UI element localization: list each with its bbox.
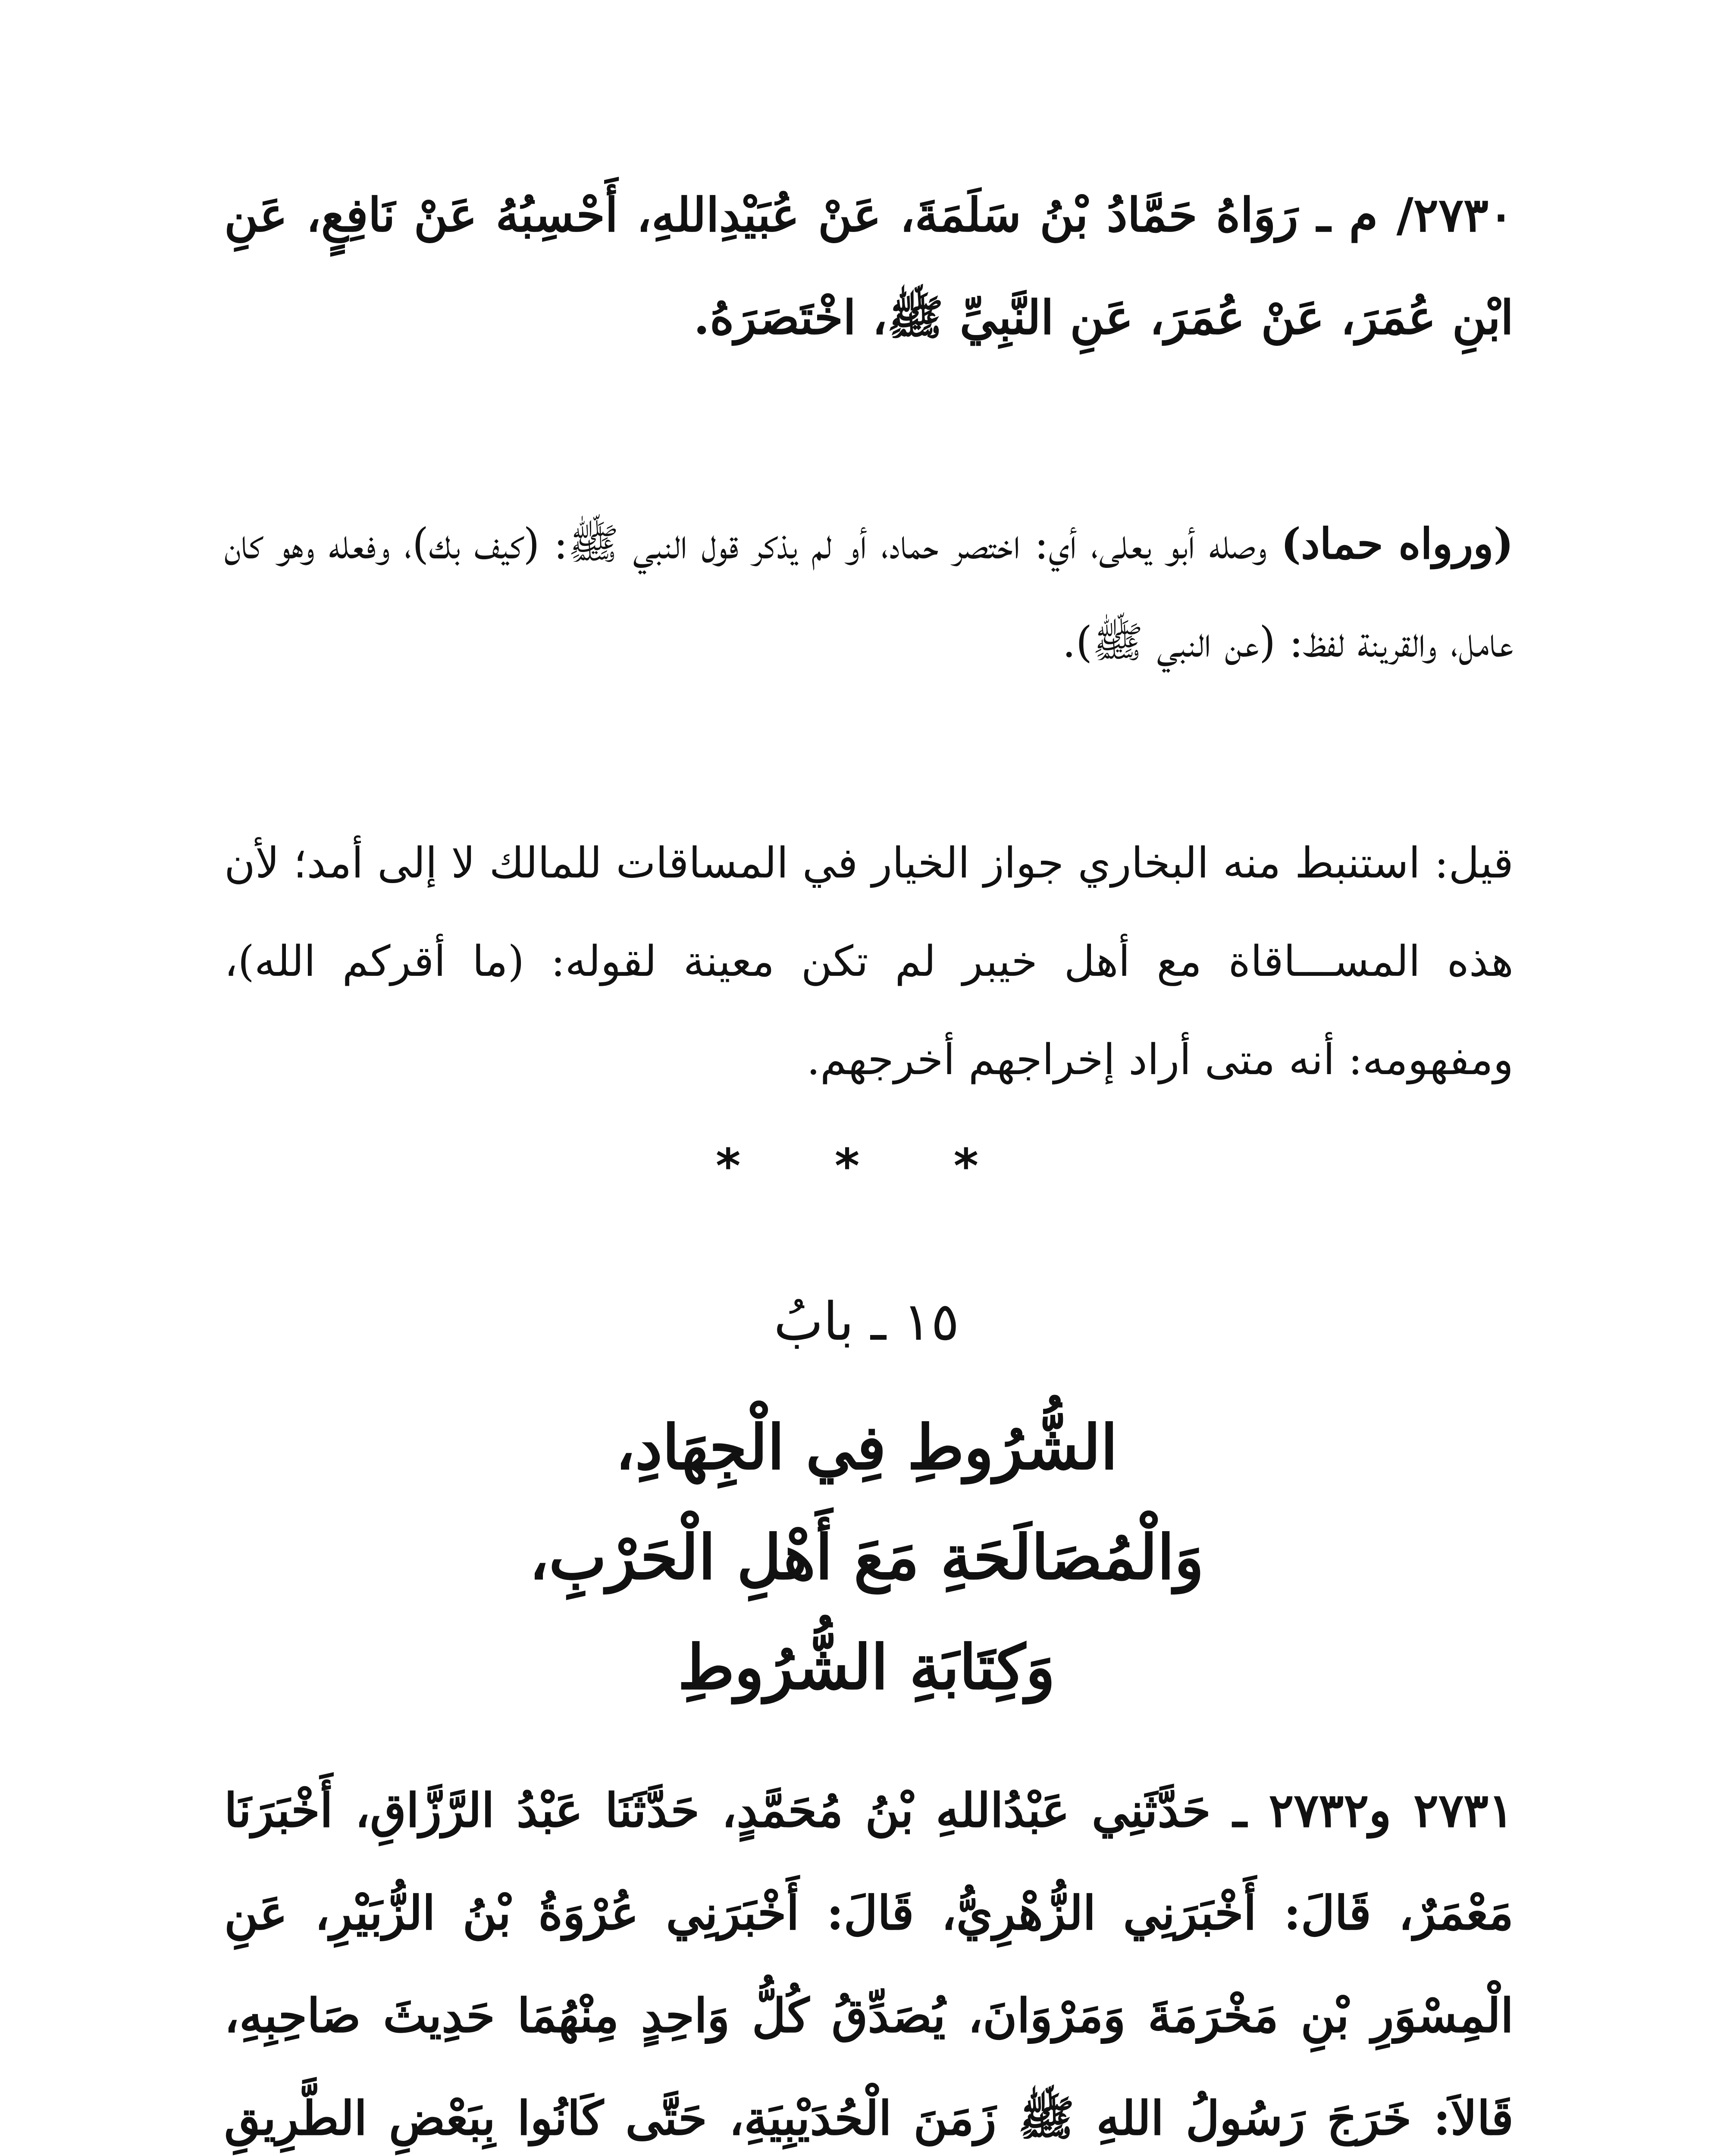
- commentary-2: [224, 772, 1514, 1151]
- hadith-2731-paragraph: [224, 1759, 1514, 2156]
- hadith-2730: [224, 164, 1514, 369]
- hadith-number: ٢٧٣٠/ م: [1349, 188, 1514, 242]
- commentary-2-paragraph: [224, 814, 1514, 1109]
- chapter-title-line: وَكِتَابَةِ الشُّرُوطِ: [677, 1632, 1056, 1703]
- hadith-2731: [224, 1759, 1514, 2156]
- chapter-title-line: الشُّرُوطِ فِي الْجِهَادِ،: [615, 1412, 1118, 1483]
- hadith-number: ٢٧٣١ و٢٧٣٢: [1269, 1783, 1514, 1838]
- chapter-number: ١٥ ـ بابُ: [774, 1291, 959, 1352]
- commentary-1: [224, 453, 1514, 734]
- hadith-text: ـ رَوَاهُ حَمَّادُ بْنُ سَلَمَةَ، عَنْ عُبَيْدِاللهِ، أَحْسِبُهُ عَنْ نَافِعٍ، عَنِ ابْنِ عُمَرَ، عَنْ عُمَرَ، عَنِ النَّبِيِّ ﷺ، اخْتَصَرَهُ.: [224, 188, 1514, 345]
- commentary-text: قيل: استنبط منه البخاري جواز الخيار في المساقات للمالك لا إلى أمد؛ لأن هذه المســـاقاة مع أهل خيبر لم تكن معينة لقوله: (ما أقركم الله)، ومفهومه: أنه متى أراد إخراجهم أخرجهم.: [224, 839, 1514, 1084]
- chapter-title: [0, 1393, 1733, 1723]
- chapter-title-line: وَالْمُصَالَحَةِ مَعَ أَهْلِ الْحَرْبِ،: [529, 1522, 1204, 1593]
- hadith-2730-paragraph: [224, 164, 1514, 369]
- commentary-lead: (ورواه حماد): [1281, 519, 1514, 569]
- section-separator: * * *: [715, 1138, 1018, 1194]
- commentary-text: وصله أبو يعلى، أي: اختصر حماد، أو لم يذكر قول النبي ﷺ: (كيف بك)، وفعله وهو كان عامل، والقرينة لفظ: (عن النبي ﷺ).: [224, 520, 1514, 667]
- hadith-text: ـ حَدَّثَنِي عَبْدُاللهِ بْنُ مُحَمَّدٍ، حَدَّثَنَا عَبْدُ الرَّزَّاقِ، أَخْبَرَنَا مَعْمَرٌ، قَالَ: أَخْبَرَنِي الزُّهْرِيُّ، قَالَ: أَخْبَرَنِي عُرْوَةُ بْنُ الزُّبَيْرِ، عَنِ الْمِسْوَرِ بْنِ مَخْرَمَةَ وَمَرْوَانَ، يُصَدِّقُ كُلُّ وَاحِدٍ مِنْهُمَا حَدِيثَ صَاحِبِهِ، قَالاَ: خَرَجَ رَسُولُ اللهِ ﷺ زَمَنَ الْحُدَيْبِيَةِ، حَتَّى كَانُوا بِبَعْضِ الطَّرِيقِ: [224, 1783, 1514, 2146]
- commentary-1-paragraph: [224, 495, 1514, 692]
